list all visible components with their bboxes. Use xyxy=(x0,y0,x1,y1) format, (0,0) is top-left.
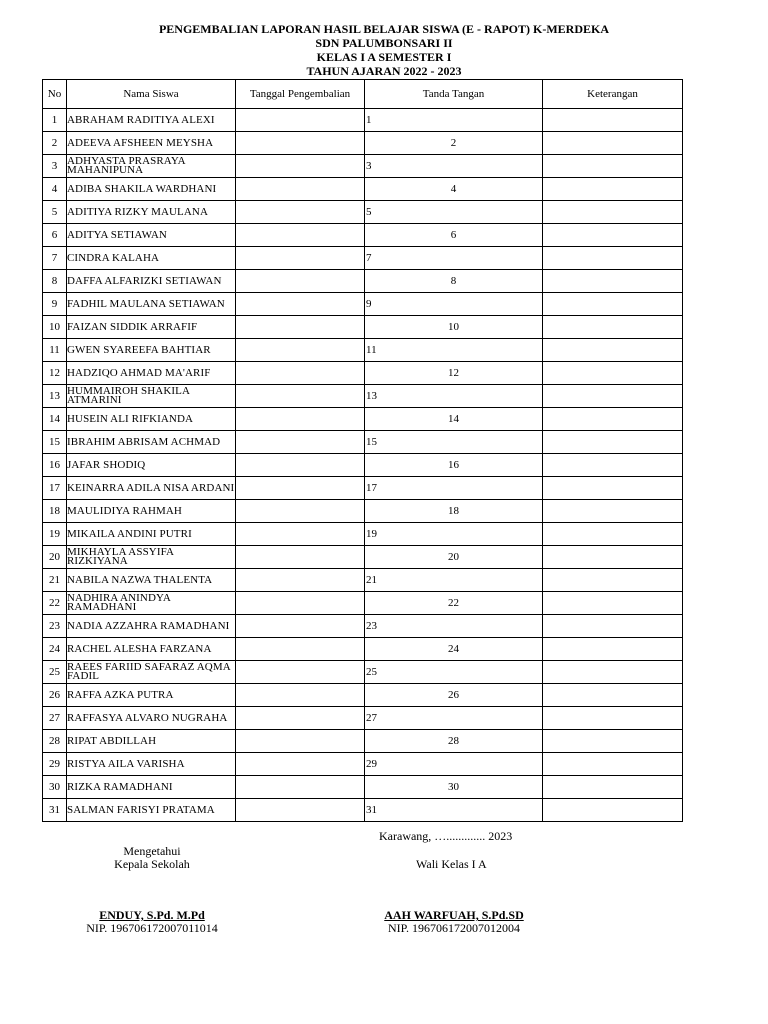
teacher-nip: NIP. 196706172007012004 xyxy=(387,921,520,935)
teacher-name: AAH WARFUAH, S.Pd.SD xyxy=(384,908,524,922)
signature-cell: 19 xyxy=(365,523,543,546)
notes-cell xyxy=(543,339,683,362)
return-date-cell xyxy=(236,615,365,638)
return-date-cell xyxy=(236,661,365,684)
signature-cell: 1 xyxy=(365,109,543,132)
return-date-cell xyxy=(236,339,365,362)
notes-cell xyxy=(543,592,683,615)
student-name: ADIBA SHAKILA WARDHANI xyxy=(67,178,236,201)
student-name: SALMAN FARISYI PRATAMA xyxy=(67,799,236,822)
return-date-cell xyxy=(236,247,365,270)
table-row xyxy=(43,592,683,615)
return-date-cell xyxy=(236,546,365,569)
table-row xyxy=(43,132,683,155)
student-number: 4 xyxy=(43,178,67,201)
report-return-table xyxy=(42,79,683,822)
principal-nip: NIP. 196706172007011014 xyxy=(86,921,218,935)
return-date-cell xyxy=(236,638,365,661)
table-row xyxy=(43,776,683,799)
signature-cell: 12 xyxy=(365,362,543,385)
notes-cell xyxy=(543,615,683,638)
acknowledge-label: Mengetahui xyxy=(123,844,181,858)
table-row xyxy=(43,247,683,270)
notes-cell xyxy=(543,477,683,500)
signature-cell: 10 xyxy=(365,316,543,339)
return-date-cell xyxy=(236,178,365,201)
notes-cell xyxy=(543,178,683,201)
student-number: 22 xyxy=(43,592,67,615)
notes-cell xyxy=(543,730,683,753)
student-number: 17 xyxy=(43,477,67,500)
table-row xyxy=(43,431,683,454)
student-name: GWEN SYAREEFA BAHTIAR xyxy=(67,339,236,362)
student-name: ADITIYA RIZKY MAULANA xyxy=(67,201,236,224)
student-number: 25 xyxy=(43,661,67,684)
student-name: NABILA NAZWA THALENTA xyxy=(67,569,236,592)
table-row xyxy=(43,523,683,546)
student-number: 14 xyxy=(43,408,67,431)
student-name: HUMMAIROH SHAKILA ATMARINI xyxy=(67,385,236,408)
signature-cell: 5 xyxy=(365,201,543,224)
column-header-notes: Keterangan xyxy=(543,80,683,109)
notes-cell xyxy=(543,316,683,339)
return-date-cell xyxy=(236,109,365,132)
table-row xyxy=(43,454,683,477)
table-row xyxy=(43,500,683,523)
student-name: JAFAR SHODIQ xyxy=(67,454,236,477)
student-name: DAFFA ALFARIZKI SETIAWAN xyxy=(67,270,236,293)
student-number: 26 xyxy=(43,684,67,707)
student-name: ABRAHAM RADITIYA ALEXI xyxy=(67,109,236,132)
student-number: 28 xyxy=(43,730,67,753)
return-date-cell xyxy=(236,477,365,500)
table-row xyxy=(43,569,683,592)
student-name: RIPAT ABDILLAH xyxy=(67,730,236,753)
table-body xyxy=(43,109,683,822)
column-header-date: Tanggal Pengembalian xyxy=(236,80,365,109)
document-header xyxy=(0,22,768,78)
notes-cell xyxy=(543,523,683,546)
signature-cell: 2 xyxy=(365,132,543,155)
signature-cell: 29 xyxy=(365,753,543,776)
signature-cell: 8 xyxy=(365,270,543,293)
place-date: Karawang, …............. 2023 xyxy=(379,829,513,843)
signature-cell: 7 xyxy=(365,247,543,270)
student-name: NADIA AZZAHRA RAMADHANI xyxy=(67,615,236,638)
table-row xyxy=(43,155,683,178)
student-name: ADHYASTA PRASRAYA MAHANIPUNA xyxy=(67,155,236,178)
signature-cell: 15 xyxy=(365,431,543,454)
return-date-cell xyxy=(236,293,365,316)
student-number: 16 xyxy=(43,454,67,477)
signature-cell: 13 xyxy=(365,385,543,408)
return-date-cell xyxy=(236,201,365,224)
student-number: 20 xyxy=(43,546,67,569)
student-name: NADHIRA ANINDYA RAMADHANI xyxy=(67,592,236,615)
return-date-cell xyxy=(236,408,365,431)
student-number: 30 xyxy=(43,776,67,799)
notes-cell xyxy=(543,224,683,247)
signature-cell: 28 xyxy=(365,730,543,753)
notes-cell xyxy=(543,661,683,684)
notes-cell xyxy=(543,569,683,592)
table-row xyxy=(43,477,683,500)
notes-cell xyxy=(543,408,683,431)
table-row xyxy=(43,730,683,753)
student-name: HUSEIN ALI RIFKIANDA xyxy=(67,408,236,431)
table-row xyxy=(43,684,683,707)
student-name: RAEES FARIID SAFARAZ AQMA FADIL xyxy=(67,661,236,684)
return-date-cell xyxy=(236,316,365,339)
student-number: 5 xyxy=(43,201,67,224)
student-name: RIZKA RAMADHANI xyxy=(67,776,236,799)
signature-cell: 20 xyxy=(365,546,543,569)
notes-cell xyxy=(543,500,683,523)
notes-cell xyxy=(543,546,683,569)
homeroom-teacher-title: Wali Kelas I A xyxy=(416,857,487,871)
column-header-signature: Tanda Tangan xyxy=(365,80,543,109)
return-date-cell xyxy=(236,431,365,454)
student-number: 29 xyxy=(43,753,67,776)
notes-cell xyxy=(543,293,683,316)
signature-cell: 27 xyxy=(365,707,543,730)
student-number: 18 xyxy=(43,500,67,523)
return-date-cell xyxy=(236,523,365,546)
notes-cell xyxy=(543,109,683,132)
return-date-cell xyxy=(236,684,365,707)
table-row xyxy=(43,799,683,822)
student-name: MIKAILA ANDINI PUTRI xyxy=(67,523,236,546)
return-date-cell xyxy=(236,776,365,799)
table-row xyxy=(43,224,683,247)
student-number: 31 xyxy=(43,799,67,822)
signature-cell: 22 xyxy=(365,592,543,615)
student-number: 23 xyxy=(43,615,67,638)
return-date-cell xyxy=(236,132,365,155)
student-name: FAIZAN SIDDIK ARRAFIF xyxy=(67,316,236,339)
table-row xyxy=(43,638,683,661)
student-number: 15 xyxy=(43,431,67,454)
return-date-cell xyxy=(236,454,365,477)
return-date-cell xyxy=(236,224,365,247)
column-header-name: Nama Siswa xyxy=(67,80,236,109)
student-name: HADZIQO AHMAD MA'ARIF xyxy=(67,362,236,385)
student-number: 13 xyxy=(43,385,67,408)
student-number: 6 xyxy=(43,224,67,247)
notes-cell xyxy=(543,132,683,155)
notes-cell xyxy=(543,155,683,178)
student-number: 12 xyxy=(43,362,67,385)
signature-cell: 3 xyxy=(365,155,543,178)
student-name: RAFFA AZKA PUTRA xyxy=(67,684,236,707)
notes-cell xyxy=(543,776,683,799)
student-number: 21 xyxy=(43,569,67,592)
student-number: 7 xyxy=(43,247,67,270)
notes-cell xyxy=(543,362,683,385)
return-date-cell xyxy=(236,500,365,523)
notes-cell xyxy=(543,799,683,822)
table-row xyxy=(43,753,683,776)
signature-cell: 21 xyxy=(365,569,543,592)
signature-cell: 25 xyxy=(365,661,543,684)
table-row xyxy=(43,270,683,293)
return-date-cell xyxy=(236,155,365,178)
signature-cell: 23 xyxy=(365,615,543,638)
table-row xyxy=(43,615,683,638)
column-header-no: No xyxy=(43,80,67,109)
student-number: 8 xyxy=(43,270,67,293)
table-row xyxy=(43,661,683,684)
student-name: FADHIL MAULANA SETIAWAN xyxy=(67,293,236,316)
notes-cell xyxy=(543,707,683,730)
student-name: RACHEL ALESHA FARZANA xyxy=(67,638,236,661)
signature-cell: 17 xyxy=(365,477,543,500)
table-row xyxy=(43,293,683,316)
student-number: 24 xyxy=(43,638,67,661)
academic-year: TAHUN AJARAN 2022 - 2023 xyxy=(306,64,462,78)
signature-cell: 31 xyxy=(365,799,543,822)
table-row xyxy=(43,109,683,132)
notes-cell xyxy=(543,684,683,707)
table-row xyxy=(43,408,683,431)
table-row xyxy=(43,362,683,385)
notes-cell xyxy=(543,431,683,454)
student-name: RAFFASYA ALVARO NUGRAHA xyxy=(67,707,236,730)
student-number: 1 xyxy=(43,109,67,132)
student-name: ADEEVA AFSHEEN MEYSHA xyxy=(67,132,236,155)
table-row xyxy=(43,178,683,201)
school-name: SDN PALUMBONSARI II xyxy=(315,36,453,50)
document-title: PENGEMBALIAN LAPORAN HASIL BELAJAR SISWA (E - RAPOT) K-MERDEKA xyxy=(158,22,610,36)
signature-cell: 6 xyxy=(365,224,543,247)
student-name: ADITYA SETIAWAN xyxy=(67,224,236,247)
signature-cell: 14 xyxy=(365,408,543,431)
return-date-cell xyxy=(236,707,365,730)
signature-cell: 9 xyxy=(365,293,543,316)
return-date-cell xyxy=(236,592,365,615)
student-number: 9 xyxy=(43,293,67,316)
signature-cell: 18 xyxy=(365,500,543,523)
table-row xyxy=(43,546,683,569)
student-name: CINDRA KALAHA xyxy=(67,247,236,270)
signature-cell: 24 xyxy=(365,638,543,661)
table-row xyxy=(43,385,683,408)
notes-cell xyxy=(543,638,683,661)
student-name: KEINARRA ADILA NISA ARDANI xyxy=(67,477,236,500)
notes-cell xyxy=(543,385,683,408)
principal-name: ENDUY, S.Pd. M.Pd xyxy=(99,908,205,922)
notes-cell xyxy=(543,454,683,477)
return-date-cell xyxy=(236,753,365,776)
student-name: IBRAHIM ABRISAM ACHMAD xyxy=(67,431,236,454)
table-row xyxy=(43,339,683,362)
table-row xyxy=(43,707,683,730)
notes-cell xyxy=(543,270,683,293)
student-number: 10 xyxy=(43,316,67,339)
signature-cell: 26 xyxy=(365,684,543,707)
student-number: 11 xyxy=(43,339,67,362)
student-number: 27 xyxy=(43,707,67,730)
notes-cell xyxy=(543,201,683,224)
student-number: 3 xyxy=(43,155,67,178)
signature-cell: 30 xyxy=(365,776,543,799)
class-semester: KELAS I A SEMESTER I xyxy=(316,50,452,64)
table-row xyxy=(43,316,683,339)
notes-cell xyxy=(543,753,683,776)
return-date-cell xyxy=(236,730,365,753)
signature-cell: 16 xyxy=(365,454,543,477)
signature-cell: 4 xyxy=(365,178,543,201)
return-date-cell xyxy=(236,270,365,293)
student-number: 19 xyxy=(43,523,67,546)
student-number: 2 xyxy=(43,132,67,155)
table-row xyxy=(43,201,683,224)
signature-cell: 11 xyxy=(365,339,543,362)
principal-title: Kepala Sekolah xyxy=(114,857,190,871)
notes-cell xyxy=(543,247,683,270)
student-name: MIKHAYLA ASSYIFA RIZKIYANA xyxy=(67,546,236,569)
return-date-cell xyxy=(236,799,365,822)
table-header-row xyxy=(43,80,683,109)
student-name: RISTYA AILA VARISHA xyxy=(67,753,236,776)
return-date-cell xyxy=(236,385,365,408)
return-date-cell xyxy=(236,362,365,385)
student-name: MAULIDIYA RAHMAH xyxy=(67,500,236,523)
return-date-cell xyxy=(236,569,365,592)
